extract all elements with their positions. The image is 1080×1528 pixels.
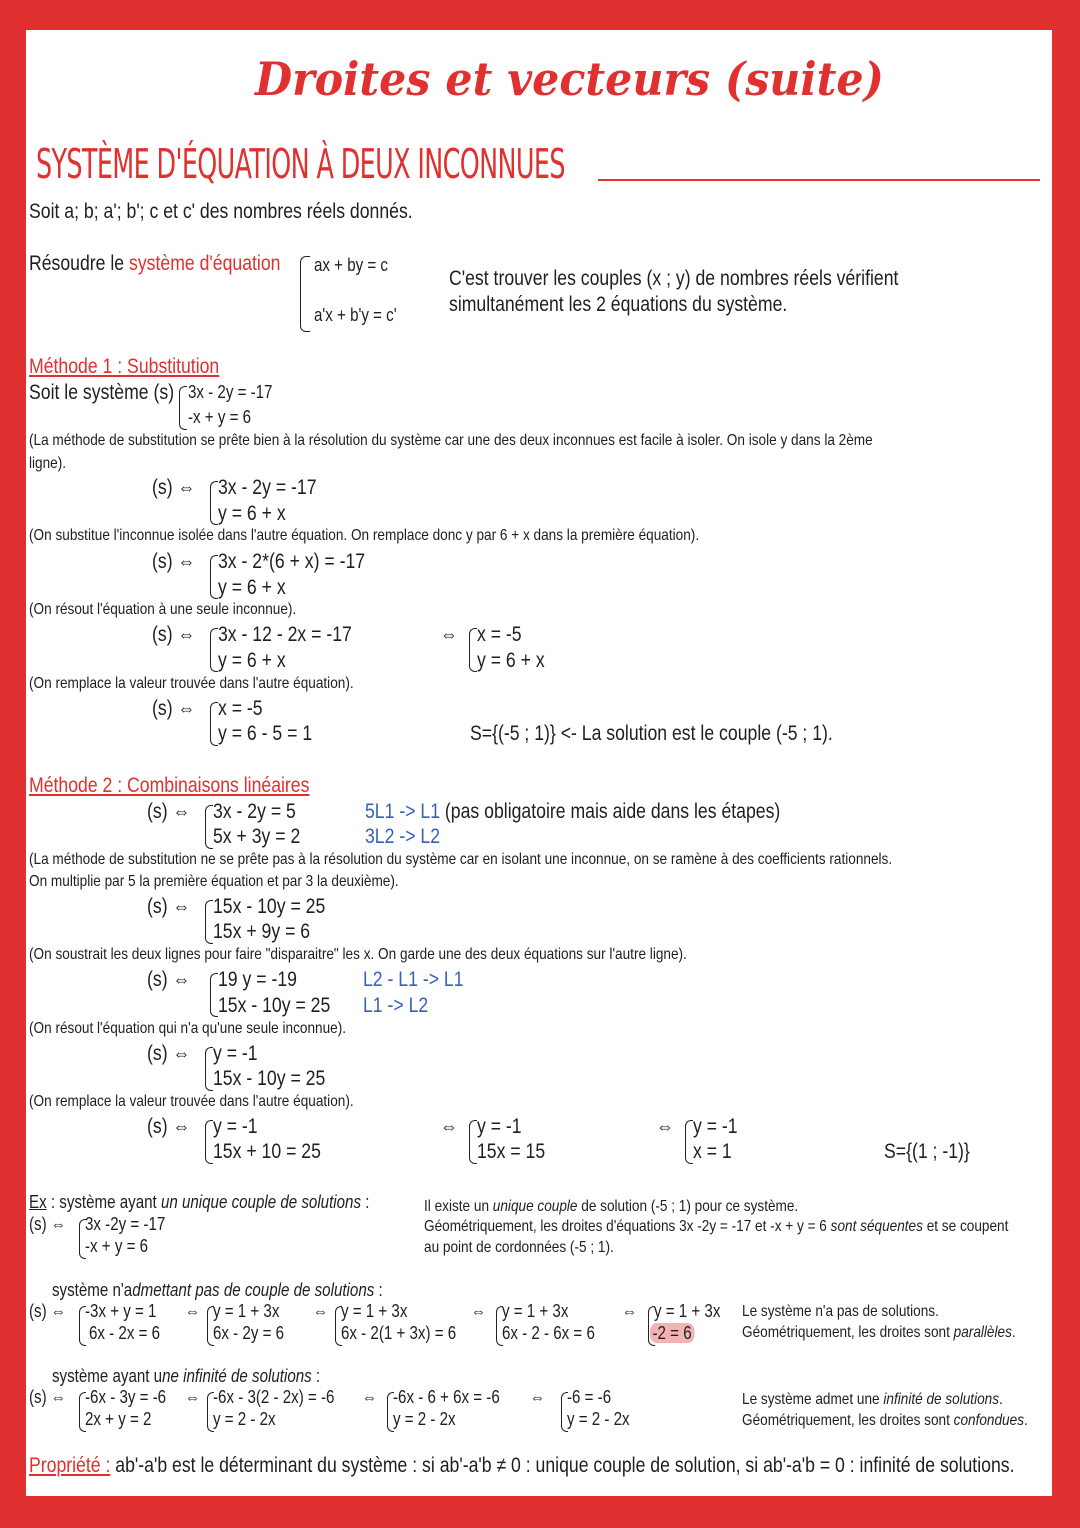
- system-intro: Soit le système (s): [29, 381, 175, 404]
- equation: 5x + 3y = 2: [213, 825, 301, 848]
- note: (La méthode de substitution se prête bien à la résolution du système car une des deux inconnues est facile à isoler. On isole y dans la 2ème: [29, 432, 873, 449]
- equation: 6x - 2 - 6x = 6: [502, 1323, 595, 1343]
- equation: 3x -2y = -17: [85, 1214, 166, 1234]
- equation: 15x + 9y = 6: [213, 920, 311, 943]
- note: (On soustrait les deux lignes pour faire "disparaitre" les x. On garde une des deux équations sur l'autre ligne).: [29, 946, 687, 963]
- equation: y = 6 + x: [218, 576, 286, 599]
- equation: x = 1: [693, 1140, 732, 1163]
- equivalence-label: ⇔: [313, 1301, 329, 1321]
- solution: S={(1 ; -1)}: [884, 1140, 970, 1163]
- comment: Le système admet une infinité de solutions.: [742, 1391, 1003, 1408]
- contradiction: -2 = 6: [650, 1323, 694, 1344]
- note: (On substitue l'inconnue isolée dans l'autre équation. On remplace donc y par 6 + x dans la première équation).: [29, 527, 700, 544]
- equivalence-label: (s) ⇔: [147, 1042, 191, 1065]
- note: On multiplie par 5 la première équation et par 3 la deuxième).: [29, 873, 399, 890]
- example-title: Ex : système ayant un unique couple de solutions :: [29, 1192, 370, 1212]
- equivalence-label: ⇔: [440, 623, 458, 646]
- comment: Il existe un unique couple de solution (-5 ; 1) pour ce système.: [424, 1198, 799, 1215]
- equation: y = -1: [477, 1115, 522, 1138]
- operation: 3L2 -> L2: [365, 825, 441, 848]
- equation: 15x + 10 = 25: [213, 1140, 321, 1163]
- example-title: système ayant une infinité de solutions :: [52, 1366, 321, 1386]
- equivalence-label: (s) ⇔: [152, 697, 196, 720]
- equation: -6 = -6: [567, 1387, 612, 1407]
- equivalence-label: (s) ⇔: [29, 1387, 66, 1407]
- equivalence-label: ⇔: [185, 1301, 201, 1321]
- equation: -6x - 3(2 - 2x) = -6: [213, 1387, 335, 1407]
- equivalence-label: (s) ⇔: [152, 476, 196, 499]
- equation: y = 6 + x: [477, 649, 545, 672]
- operation: L2 - L1 -> L1: [363, 968, 464, 991]
- method-2-title: Méthode 2 : Combinaisons linéaires: [29, 774, 310, 797]
- equivalence-label: (s) ⇔: [152, 623, 196, 646]
- equation: y = 2 - 2x: [213, 1409, 276, 1429]
- equation: 3x - 12 - 2x = -17: [218, 623, 352, 646]
- equation: y = 1 + 3x: [341, 1301, 408, 1321]
- brace: [179, 386, 187, 430]
- brace: [210, 973, 218, 1017]
- property: Propriété : ab'-a'b est le déterminant du système : si ab'-a'b ≠ 0 : unique couple de solution, si ab'-a'b = 0 : infinité de solutions.: [29, 1454, 1015, 1477]
- equivalence-label: ⇔: [622, 1301, 638, 1321]
- equation: x = -5: [477, 623, 522, 646]
- comment: Géométriquement, les droites sont parallèles.: [742, 1324, 1016, 1341]
- note: (On remplace la valeur trouvée dans l'autre équation).: [29, 675, 354, 692]
- comment: au point de cordonnées (-5 ; 1).: [424, 1239, 614, 1256]
- equivalence-label: ⇔: [656, 1115, 674, 1138]
- operation: L1 -> L2: [363, 994, 429, 1017]
- equation: 6x - 2y = 6: [213, 1323, 285, 1343]
- brace: [205, 1047, 213, 1091]
- brace: [205, 805, 213, 849]
- equation: y = 1 + 3x: [654, 1301, 721, 1321]
- equation: 15x = 15: [477, 1140, 546, 1163]
- equation: 3x - 2*(6 + x) = -17: [218, 550, 366, 573]
- equation: -x + y = 6: [85, 1236, 149, 1256]
- equation: y = -1: [693, 1115, 738, 1138]
- definition-explanation: C'est trouver les couples (x ; y) de nombres réels vérifient: [449, 267, 899, 290]
- definition-lead: Résoudre le système d'équation: [29, 252, 281, 275]
- equivalence-label: ⇔: [530, 1387, 546, 1407]
- equation: y = 1 + 3x: [213, 1301, 280, 1321]
- equation: y = 6 + x: [218, 649, 286, 672]
- equivalence-label: ⇔: [471, 1301, 487, 1321]
- equivalence-label: (s) ⇔: [147, 895, 191, 918]
- brace: [210, 702, 218, 746]
- brace: [685, 1120, 693, 1164]
- section-heading: SYSTÈME D'ÉQUATION À DEUX INCONNUES: [36, 140, 565, 188]
- equivalence-label: ⇔: [185, 1387, 201, 1407]
- definition-explanation: simultanément les 2 équations du système.: [449, 293, 788, 316]
- equation: -x + y = 6: [188, 407, 252, 427]
- equation: y = 6 - 5 = 1: [218, 722, 313, 745]
- comment: Géométriquement, les droites sont confondues.: [742, 1412, 1028, 1429]
- page-title: Droites et vecteurs (suite): [255, 52, 884, 106]
- equation: 6x - 2(1 + 3x) = 6: [341, 1323, 457, 1343]
- equation: ax + by = c: [314, 255, 388, 275]
- note: (On remplace la valeur trouvée dans l'autre équation).: [29, 1093, 354, 1110]
- equivalence-label: (s) ⇔: [147, 1115, 191, 1138]
- comment: Géométriquement, les droites d'équations 3x -2y = -17 et -x + y = 6 sont séquentes et se coupent: [424, 1218, 1009, 1235]
- equation: y = 2 - 2x: [393, 1409, 456, 1429]
- equation: 15x - 10y = 25: [213, 895, 326, 918]
- brace: [210, 481, 218, 525]
- equation: 19 y = -19: [218, 968, 297, 991]
- equation: y = -1: [213, 1042, 258, 1065]
- note: (On résout l'équation qui n'a qu'une seule inconnue).: [29, 1020, 347, 1037]
- brace: [210, 555, 218, 599]
- equation: -6x - 3y = -6: [85, 1387, 167, 1407]
- equivalence-label: (s) ⇔: [29, 1214, 66, 1234]
- brace: [469, 628, 477, 672]
- equivalence-label: (s) ⇔: [152, 550, 196, 573]
- equivalence-label: (s) ⇔: [147, 968, 191, 991]
- equation: 15x - 10y = 25: [213, 1067, 326, 1090]
- brace: [205, 900, 213, 944]
- equation: 2x + y = 2: [85, 1409, 152, 1429]
- equivalence-label: ⇔: [440, 1115, 458, 1138]
- solution: S={(-5 ; 1)} <- La solution est le couple (-5 ; 1).: [470, 722, 833, 745]
- equation: y = 6 + x: [218, 502, 286, 525]
- equation: 3x - 2y = -17: [188, 382, 273, 402]
- brace: [469, 1120, 477, 1164]
- equation: 3x - 2y = -17: [218, 476, 317, 499]
- note: ligne).: [29, 455, 67, 472]
- equivalence-label: (s) ⇔: [147, 800, 191, 823]
- method-1-title: Méthode 1 : Substitution: [29, 355, 220, 378]
- equation: 6x - 2x = 6: [89, 1323, 161, 1343]
- equation: -3x + y = 1: [85, 1301, 157, 1321]
- brace: [205, 1120, 213, 1164]
- equivalence-label: ⇔: [362, 1387, 378, 1407]
- heading-underline: [598, 179, 1040, 181]
- equation: -6x - 6 + 6x = -6: [393, 1387, 500, 1407]
- equation: 15x - 10y = 25: [218, 994, 331, 1017]
- equivalence-label: (s) ⇔: [29, 1301, 66, 1321]
- equation: y = -1: [213, 1115, 258, 1138]
- equation: y = 1 + 3x: [502, 1301, 569, 1321]
- brace: [210, 628, 218, 672]
- equation: a'x + b'y = c': [314, 305, 397, 325]
- example-title: système n'admettant pas de couple de solutions :: [52, 1280, 383, 1300]
- brace: [300, 256, 310, 332]
- intro-text: Soit a; b; a'; b'; c et c' des nombres réels donnés.: [29, 200, 413, 223]
- equation: y = 2 - 2x: [567, 1409, 630, 1429]
- note: (La méthode de substitution ne se prête pas à la résolution du système car en isolant une inconnue, on se ramène à des coefficients rationnels.: [29, 851, 893, 868]
- equation: 3x - 2y = 5: [213, 800, 296, 823]
- comment: Le système n'a pas de solutions.: [742, 1303, 939, 1320]
- equation: x = -5: [218, 697, 263, 720]
- page: [26, 30, 1052, 1496]
- operation: 5L1 -> L1 (pas obligatoire mais aide dans les étapes): [365, 800, 781, 823]
- note: (On résout l'équation à une seule inconnue).: [29, 601, 297, 618]
